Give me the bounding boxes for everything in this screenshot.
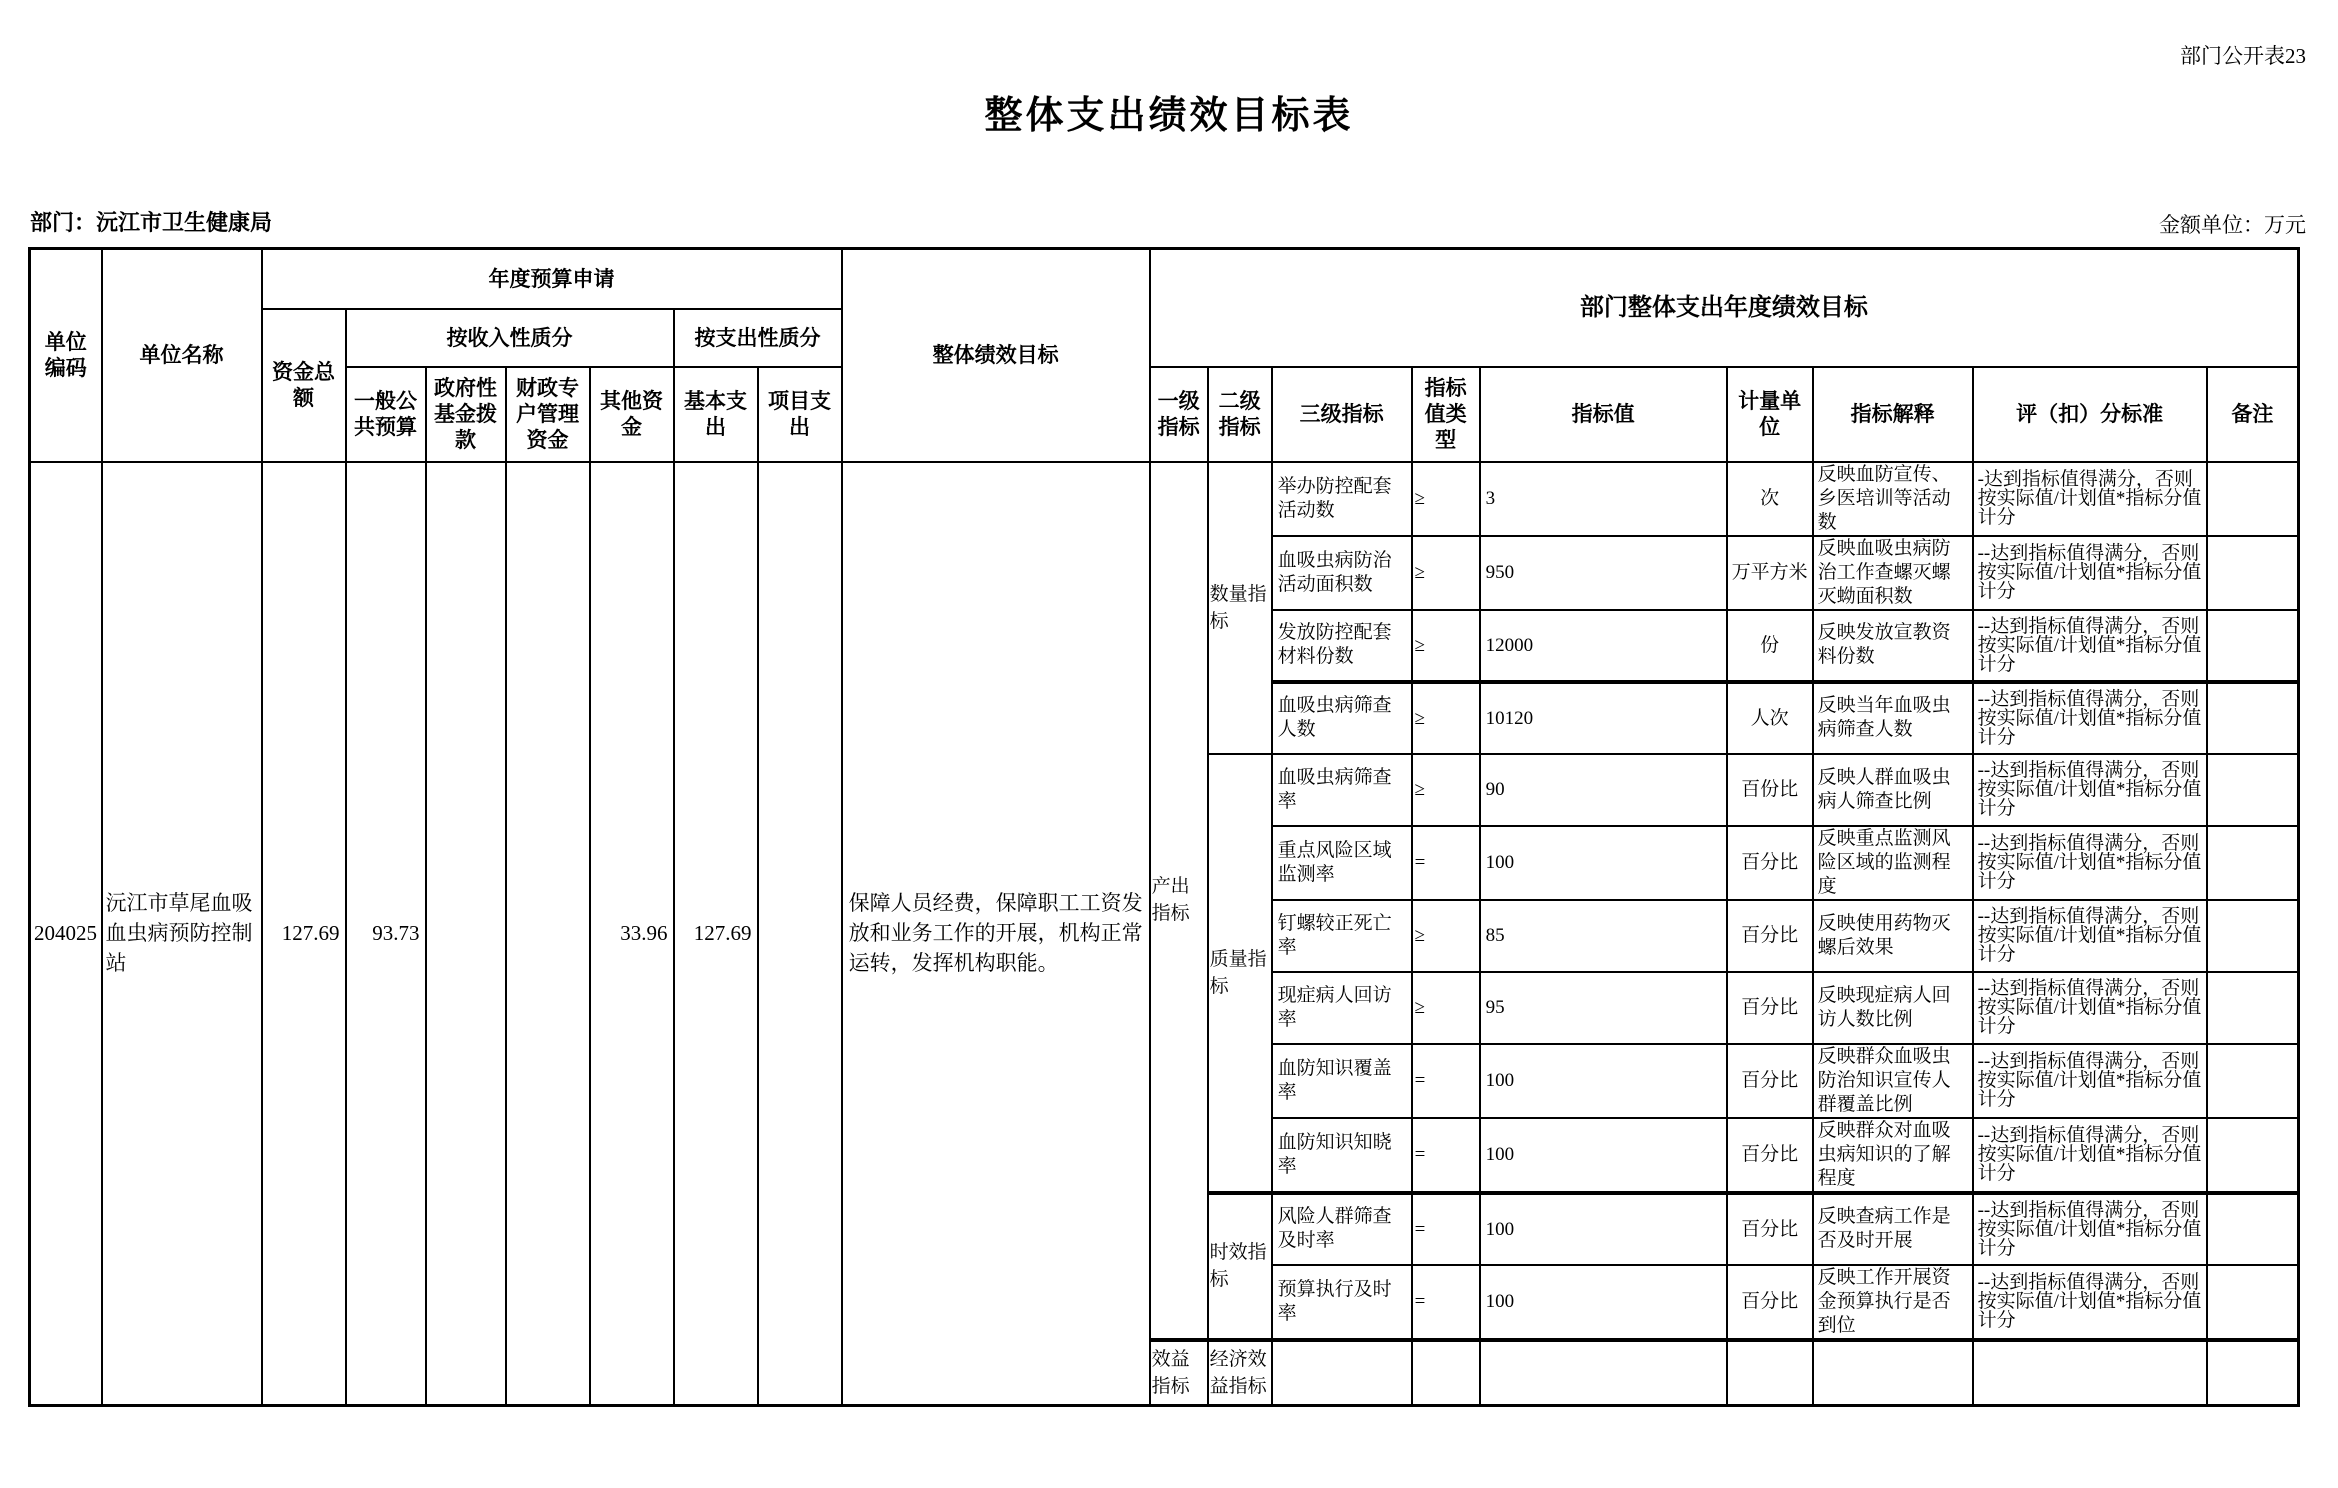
explanation-cell — [1813, 1340, 1973, 1406]
remark-cell — [2207, 536, 2299, 610]
value-cell: 12000 — [1480, 610, 1727, 682]
general-public-budget-cell: 93.73 — [346, 462, 426, 1406]
value-type-cell: = — [1412, 1118, 1480, 1193]
indicator-name-cell: 现症病人回访率 — [1272, 972, 1412, 1044]
remark-cell — [2207, 1193, 2299, 1265]
scoring-cell: --达到指标值得满分，否则按实际值/计划值*指标分值计分 — [1973, 536, 2207, 610]
explanation-cell: 反映使用药物灭螺后效果 — [1813, 900, 1973, 972]
col-header-by-expenditure: 按支出性质分 — [674, 309, 842, 367]
explanation-cell: 反映重点监测风险区域的监测程度 — [1813, 826, 1973, 900]
unit-cell: 百份比 — [1727, 754, 1813, 826]
value-type-cell: ≥ — [1412, 610, 1480, 682]
indicator-name-cell: 重点风险区域监测率 — [1272, 826, 1412, 900]
indicator-row-1 — [30, 462, 2299, 536]
level2-quantity-cell: 数量指标 — [1208, 462, 1272, 754]
col-header-other-funds: 其他资金 — [590, 367, 674, 462]
col-header-fiscal-account: 财政专户管理资金 — [506, 367, 590, 462]
other-funds-cell: 33.96 — [590, 462, 674, 1406]
value-type-cell: ≥ — [1412, 972, 1480, 1044]
indicator-name-cell: 举办防控配套活动数 — [1272, 462, 1412, 536]
explanation-cell: 反映当年血吸虫病筛查人数 — [1813, 682, 1973, 754]
col-header-dept-annual-goal: 部门整体支出年度绩效目标 — [1150, 249, 2299, 367]
col-header-project-expenditure: 项目支出 — [758, 367, 842, 462]
remark-cell — [2207, 610, 2299, 682]
scoring-cell: --达到指标值得满分，否则按实际值/计划值*指标分值计分 — [1973, 900, 2207, 972]
department-label: 部门：沅江市卫生健康局 — [30, 210, 273, 235]
value-type-cell: ≥ — [1412, 462, 1480, 536]
col-header-unit-name: 单位名称 — [102, 249, 262, 462]
level2-quality-cell: 质量指标 — [1208, 754, 1272, 1193]
remark-cell — [2207, 682, 2299, 754]
scoring-cell: --达到指标值得满分，否则按实际值/计划值*指标分值计分 — [1973, 1265, 2207, 1340]
col-header-value: 指标值 — [1480, 367, 1727, 462]
scoring-cell: --达到指标值得满分，否则按实际值/计划值*指标分值计分 — [1973, 1118, 2207, 1193]
scoring-cell: --达到指标值得满分，否则按实际值/计划值*指标分值计分 — [1973, 682, 2207, 754]
col-header-level2: 二级指标 — [1208, 367, 1272, 462]
value-type-cell: = — [1412, 1193, 1480, 1265]
remark-cell — [2207, 900, 2299, 972]
value-cell: 100 — [1480, 826, 1727, 900]
value-type-cell: ≥ — [1412, 536, 1480, 610]
value-type-cell: = — [1412, 1044, 1480, 1118]
level1-output-cell: 产出指标 — [1150, 462, 1208, 1340]
project-expenditure-cell — [758, 462, 842, 1406]
explanation-cell: 反映血防宣传、乡医培训等活动数 — [1813, 462, 1973, 536]
amount-unit-label: 金额单位：万元 — [2159, 213, 2306, 237]
value-cell: 100 — [1480, 1193, 1727, 1265]
explanation-cell: 反映发放宣教资料份数 — [1813, 610, 1973, 682]
col-header-general-public-budget: 一般公共预算 — [346, 367, 426, 462]
indicator-name-cell: 血吸虫病筛查率 — [1272, 754, 1412, 826]
col-header-gov-fund: 政府性基金拨款 — [426, 367, 506, 462]
scoring-cell: --达到指标值得满分，否则按实际值/计划值*指标分值计分 — [1973, 972, 2207, 1044]
value-type-cell: = — [1412, 826, 1480, 900]
unit-cell: 人次 — [1727, 682, 1813, 754]
value-cell: 3 — [1480, 462, 1727, 536]
value-type-cell: = — [1412, 1265, 1480, 1340]
value-type-cell: ≥ — [1412, 754, 1480, 826]
fiscal-account-cell — [506, 462, 590, 1406]
unit-cell: 百分比 — [1727, 826, 1813, 900]
level2-economic-cell: 经济效益指标 — [1208, 1340, 1272, 1406]
level1-benefit-cell: 效益指标 — [1150, 1340, 1208, 1406]
scoring-cell: --达到指标值得满分，否则按实际值/计划值*指标分值计分 — [1973, 1044, 2207, 1118]
value-cell — [1480, 1340, 1727, 1406]
explanation-cell: 反映群众血吸虫防治知识宣传人群覆盖比例 — [1813, 1044, 1973, 1118]
value-type-cell: ≥ — [1412, 682, 1480, 754]
remark-cell — [2207, 826, 2299, 900]
col-header-value-type: 指标值类型 — [1412, 367, 1480, 462]
unit-cell: 百分比 — [1727, 1265, 1813, 1340]
value-type-cell: ≥ — [1412, 900, 1480, 972]
col-header-overall-goal: 整体绩效目标 — [842, 249, 1150, 462]
unit-cell: 份 — [1727, 610, 1813, 682]
explanation-cell: 反映血吸虫病防治工作查螺灭螺灭蚴面积数 — [1813, 536, 1973, 610]
col-header-unit-code: 单位编码 — [30, 249, 102, 462]
indicator-name-cell: 钉螺较正死亡率 — [1272, 900, 1412, 972]
indicator-name-cell: 预算执行及时率 — [1272, 1265, 1412, 1340]
unit-code-cell: 204025 — [30, 462, 102, 1406]
col-header-scoring: 评（扣）分标准 — [1973, 367, 2207, 462]
value-cell: 85 — [1480, 900, 1727, 972]
indicator-name-cell: 血防知识覆盖率 — [1272, 1044, 1412, 1118]
value-cell: 100 — [1480, 1044, 1727, 1118]
col-header-annual-budget: 年度预算申请 — [262, 249, 842, 309]
level2-timeliness-cell: 时效指标 — [1208, 1193, 1272, 1340]
indicator-name-cell: 血防知识知晓率 — [1272, 1118, 1412, 1193]
performance-target-table — [28, 247, 2300, 1407]
col-header-level3: 三级指标 — [1272, 367, 1412, 462]
unit-cell: 百分比 — [1727, 972, 1813, 1044]
value-cell: 100 — [1480, 1118, 1727, 1193]
explanation-cell: 反映人群血吸虫病人筛查比例 — [1813, 754, 1973, 826]
value-cell: 950 — [1480, 536, 1727, 610]
col-header-level1: 一级指标 — [1150, 367, 1208, 462]
indicator-name-cell: 发放防控配套材料份数 — [1272, 610, 1412, 682]
unit-cell: 百分比 — [1727, 1118, 1813, 1193]
value-cell: 90 — [1480, 754, 1727, 826]
value-type-cell — [1412, 1340, 1480, 1406]
scoring-cell: --达到指标值得满分，否则按实际值/计划值*指标分值计分 — [1973, 610, 2207, 682]
scoring-cell: -达到指标值得满分，否则按实际值/计划值*指标分值计分 — [1973, 462, 2207, 536]
explanation-cell: 反映查病工作是否及时开展 — [1813, 1193, 1973, 1265]
unit-cell: 万平方米 — [1727, 536, 1813, 610]
remark-cell — [2207, 1265, 2299, 1340]
remark-cell — [2207, 1118, 2299, 1193]
scoring-cell: --达到指标值得满分，否则按实际值/计划值*指标分值计分 — [1973, 1193, 2207, 1265]
remark-cell — [2207, 462, 2299, 536]
col-header-unit: 计量单位 — [1727, 367, 1813, 462]
unit-cell — [1727, 1340, 1813, 1406]
value-cell: 10120 — [1480, 682, 1727, 754]
value-cell: 95 — [1480, 972, 1727, 1044]
page-title: 整体支出绩效目标表 — [984, 95, 1354, 137]
gov-fund-cell — [426, 462, 506, 1406]
explanation-cell: 反映群众对血吸虫病知识的了解程度 — [1813, 1118, 1973, 1193]
scoring-cell — [1973, 1340, 2207, 1406]
col-header-total-funds: 资金总额 — [262, 309, 346, 462]
col-header-basic-expenditure: 基本支出 — [674, 367, 758, 462]
total-funds-cell: 127.69 — [262, 462, 346, 1406]
unit-cell: 百分比 — [1727, 1193, 1813, 1265]
header-row-1 — [30, 249, 2299, 309]
indicator-name-cell: 血吸虫病筛查人数 — [1272, 682, 1412, 754]
unit-cell: 次 — [1727, 462, 1813, 536]
remark-cell — [2207, 754, 2299, 826]
value-cell: 100 — [1480, 1265, 1727, 1340]
explanation-cell: 反映现症病人回访人数比例 — [1813, 972, 1973, 1044]
col-header-by-income: 按收入性质分 — [346, 309, 674, 367]
col-header-explanation: 指标解释 — [1813, 367, 1973, 462]
header-row-3 — [30, 367, 2299, 462]
col-header-remark: 备注 — [2207, 367, 2299, 462]
remark-cell — [2207, 1044, 2299, 1118]
scoring-cell: --达到指标值得满分，否则按实际值/计划值*指标分值计分 — [1973, 754, 2207, 826]
unit-cell: 百分比 — [1727, 900, 1813, 972]
basic-expenditure-cell: 127.69 — [674, 462, 758, 1406]
unit-name-cell: 沅江市草尾血吸血虫病预防控制站 — [102, 462, 262, 1406]
indicator-name-cell: 风险人群筛查及时率 — [1272, 1193, 1412, 1265]
doc-number: 部门公开表23 — [2180, 44, 2306, 68]
overall-goal-cell: 保障人员经费，保障职工工资发放和业务工作的开展，机构正常运转，发挥机构职能。 — [842, 462, 1150, 1406]
scoring-cell: --达到指标值得满分，否则按实际值/计划值*指标分值计分 — [1973, 826, 2207, 900]
indicator-name-cell — [1272, 1340, 1412, 1406]
indicator-name-cell: 血吸虫病防治活动面积数 — [1272, 536, 1412, 610]
explanation-cell: 反映工作开展资金预算执行是否到位 — [1813, 1265, 1973, 1340]
remark-cell — [2207, 972, 2299, 1044]
remark-cell — [2207, 1340, 2299, 1406]
unit-cell: 百分比 — [1727, 1044, 1813, 1118]
